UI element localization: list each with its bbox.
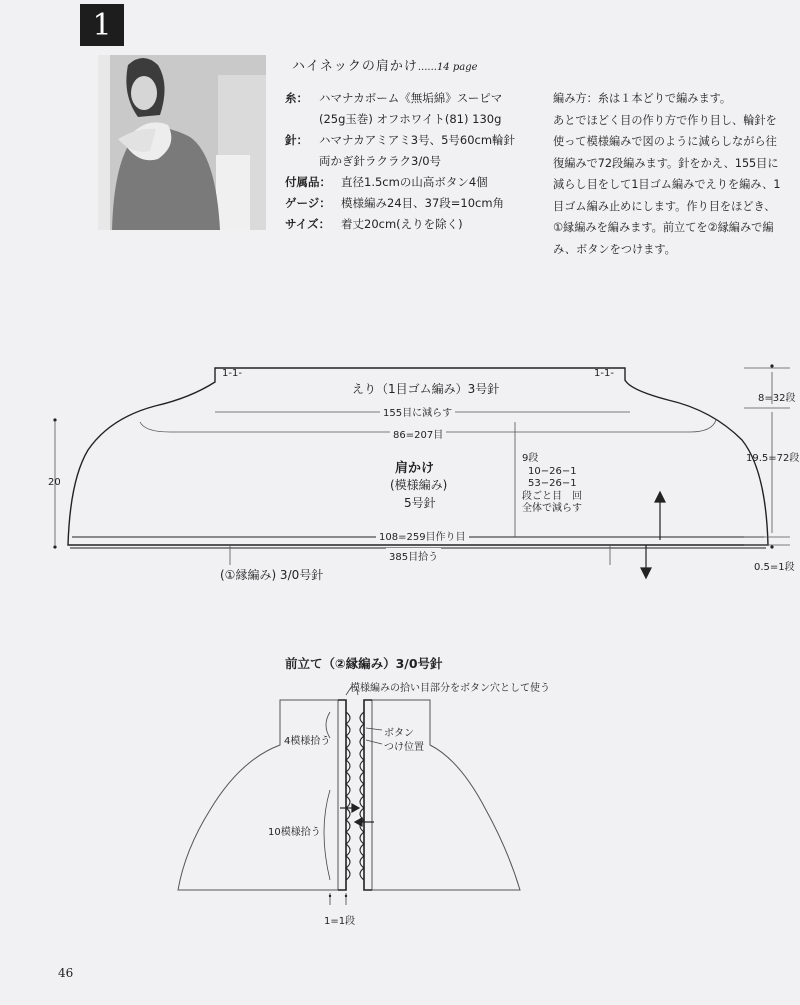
- body-title: 肩かけ: [395, 461, 435, 476]
- spec-row-size: サイズ： 着丈20cm(えりを除く): [285, 217, 463, 231]
- instructions-text: [553, 88, 793, 260]
- spec-row-needles: 針： ハマナカアミアミ3号、5号60cm輪針: [285, 133, 516, 147]
- materials-list: [285, 88, 515, 235]
- model-photo-illustration: [98, 55, 266, 230]
- button-label-line2: つけ位置: [384, 742, 424, 753]
- instruction-line: ①縁編みを編みます。前立てを②縁編みで編: [553, 221, 774, 234]
- body-stitch: (模様編み): [390, 478, 448, 492]
- edge-height: 0.5=1段: [754, 562, 795, 573]
- instruction-line: 目ゴム編み止めにします。作り目をほどき、: [553, 199, 776, 213]
- instruction-line: 復編みで72段編みます。針をかえ、155目に: [553, 156, 779, 170]
- pattern-number: 1: [92, 7, 112, 43]
- row-legend: 1=1段: [324, 916, 356, 927]
- pick-4-repeats: 4模様拾う: [284, 736, 331, 747]
- model-photo: [98, 55, 266, 230]
- pattern-title: [292, 55, 478, 74]
- left-band-scallops: [346, 712, 350, 880]
- spec-row-notions: 付属品： 直径1.5cmの山高ボタン4個: [285, 175, 488, 189]
- right-band-scallops: [360, 712, 364, 880]
- page-number: 46: [58, 966, 74, 980]
- buttonhole-note: 模様編みの拾い目部分をボタン穴として使う: [350, 683, 550, 694]
- title-name: ハイネックの肩かけ: [292, 59, 418, 74]
- instruction-line: み、ボタンをつけます。: [553, 242, 676, 256]
- pickup-count: 385目拾う: [386, 548, 441, 563]
- spec-row-gauge: ゲージ： 模様編み24目、37段=10cm角: [285, 196, 505, 210]
- button-label-line1: ボタン: [384, 728, 414, 739]
- body-height: 19.5=72段: [746, 453, 800, 464]
- instruction-line: あとでほどく目の作り方で作り目し、輪針を: [553, 113, 777, 127]
- pattern-number-badge: [80, 4, 124, 46]
- top-stitch-count: 86=207目: [390, 426, 446, 441]
- instruction-line: 減らし目をして1目ゴム編みでえりを編み、1: [553, 178, 781, 191]
- pick-10-repeats: 10模様拾う: [268, 827, 321, 838]
- title-page-ref: ......14 page: [417, 62, 478, 73]
- rib-mark-left: 1-1-: [222, 368, 242, 379]
- front-band-title: 前立て（②縁編み）3/0号針: [285, 656, 443, 671]
- right-band-edge: [364, 700, 372, 890]
- height-left: 20: [48, 477, 61, 488]
- spec-row-yarn: 糸： ハマナカボーム《無垢綿》スーピマ: [285, 91, 503, 105]
- decrease-note: 9段 10−26−1 53−26−1 段ごと目 回 全体で減らす: [522, 453, 582, 514]
- rib-mark-right: 1-1-: [594, 368, 614, 379]
- instruction-line: 使って模様編みで図のように減らしながら往: [553, 135, 777, 148]
- cast-on-count: 108=259目作り目: [376, 528, 469, 543]
- collar-label: えり（1目ゴム編み）3号針: [352, 382, 500, 396]
- spec-row-hook: 両かぎ針ラクラク3/0号: [319, 154, 442, 168]
- instruction-line: 編み方：糸は１本どりで編みます。: [553, 92, 732, 105]
- decrease-to-label: 155目に減らす: [380, 404, 455, 419]
- spec-row-yarn-detail: (25g玉巻) オフホワイト(81) 130g: [319, 112, 502, 126]
- collar-height: 8=32段: [758, 393, 796, 404]
- edging-label: (①縁編み) 3/0号針: [220, 568, 324, 582]
- left-band-edge: [338, 700, 346, 890]
- front-band-left-panel: [178, 700, 338, 890]
- body-needle: 5号針: [404, 496, 436, 510]
